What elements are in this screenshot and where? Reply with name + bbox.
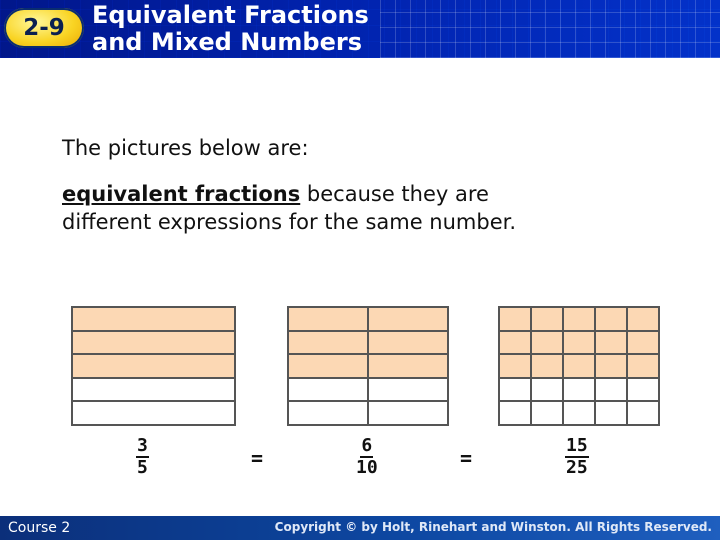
header-grid-pattern: [380, 0, 720, 58]
lesson-number-badge: 2-9: [4, 8, 84, 48]
numerator: 3: [137, 435, 148, 456]
shaded-cell: [595, 307, 627, 331]
unshaded-cell: [499, 401, 531, 425]
unshaded-cell: [288, 378, 368, 402]
shaded-cell: [288, 354, 368, 378]
definition-term: equivalent fractions: [62, 182, 301, 206]
fraction-three-fifths: [136, 436, 149, 478]
shaded-cell: [368, 354, 448, 378]
numerator: 6: [361, 435, 373, 456]
shaded-cell: [627, 331, 659, 355]
shaded-cell: [72, 307, 235, 331]
shaded-cell: [531, 354, 563, 378]
shaded-cell: [72, 331, 235, 355]
header-banner: [0, 0, 720, 58]
denominator: 5: [137, 457, 148, 478]
shaded-cell: [563, 331, 595, 355]
unshaded-cell: [72, 401, 235, 425]
unshaded-cell: [627, 378, 659, 402]
unshaded-cell: [531, 378, 563, 402]
unshaded-cell: [595, 401, 627, 425]
definition-paragraph: [62, 180, 562, 236]
shaded-cell: [499, 331, 531, 355]
fraction-model-tenths: [287, 306, 449, 426]
shaded-cell: [288, 331, 368, 355]
unshaded-cell: [531, 401, 563, 425]
shaded-cell: [531, 307, 563, 331]
unshaded-cell: [499, 378, 531, 402]
copyright-notice: Copyright © by Holt, Rinehart and Winston. All Rights Reserved.: [274, 520, 712, 534]
shaded-cell: [499, 354, 531, 378]
unshaded-cell: [368, 378, 448, 402]
shaded-cell: [563, 354, 595, 378]
denominator: 25: [566, 457, 588, 478]
shaded-cell: [72, 354, 235, 378]
intro-text: The pictures below are:: [62, 136, 309, 160]
shaded-cell: [595, 331, 627, 355]
shaded-cell: [531, 331, 563, 355]
lesson-title-line1: Equivalent Fractions: [92, 1, 369, 29]
shaded-cell: [563, 307, 595, 331]
unshaded-cell: [72, 378, 235, 402]
unshaded-cell: [563, 378, 595, 402]
denominator: 10: [356, 457, 378, 478]
fraction-model-fifths: [71, 306, 236, 426]
equals-sign: =: [460, 446, 473, 470]
shaded-cell: [627, 307, 659, 331]
unshaded-cell: [288, 401, 368, 425]
unshaded-cell: [627, 401, 659, 425]
fraction-model-twenty-fifths: [498, 306, 660, 426]
shaded-cell: [627, 354, 659, 378]
fraction-six-tenths: [356, 436, 378, 478]
unshaded-cell: [595, 378, 627, 402]
shaded-cell: [368, 331, 448, 355]
footer-bar: [0, 516, 720, 540]
numerator: 15: [566, 435, 588, 456]
shaded-cell: [499, 307, 531, 331]
fraction-fifteen-twenty-fifths: [565, 436, 589, 478]
shaded-cell: [368, 307, 448, 331]
shaded-cell: [595, 354, 627, 378]
course-label: Course 2: [8, 520, 71, 536]
lesson-title: [92, 2, 369, 56]
unshaded-cell: [368, 401, 448, 425]
lesson-title-line2: and Mixed Numbers: [92, 28, 362, 56]
unshaded-cell: [563, 401, 595, 425]
shaded-cell: [288, 307, 368, 331]
definition-text: because they are different expressions for the same number.: [62, 182, 517, 234]
equals-sign: =: [251, 446, 264, 470]
